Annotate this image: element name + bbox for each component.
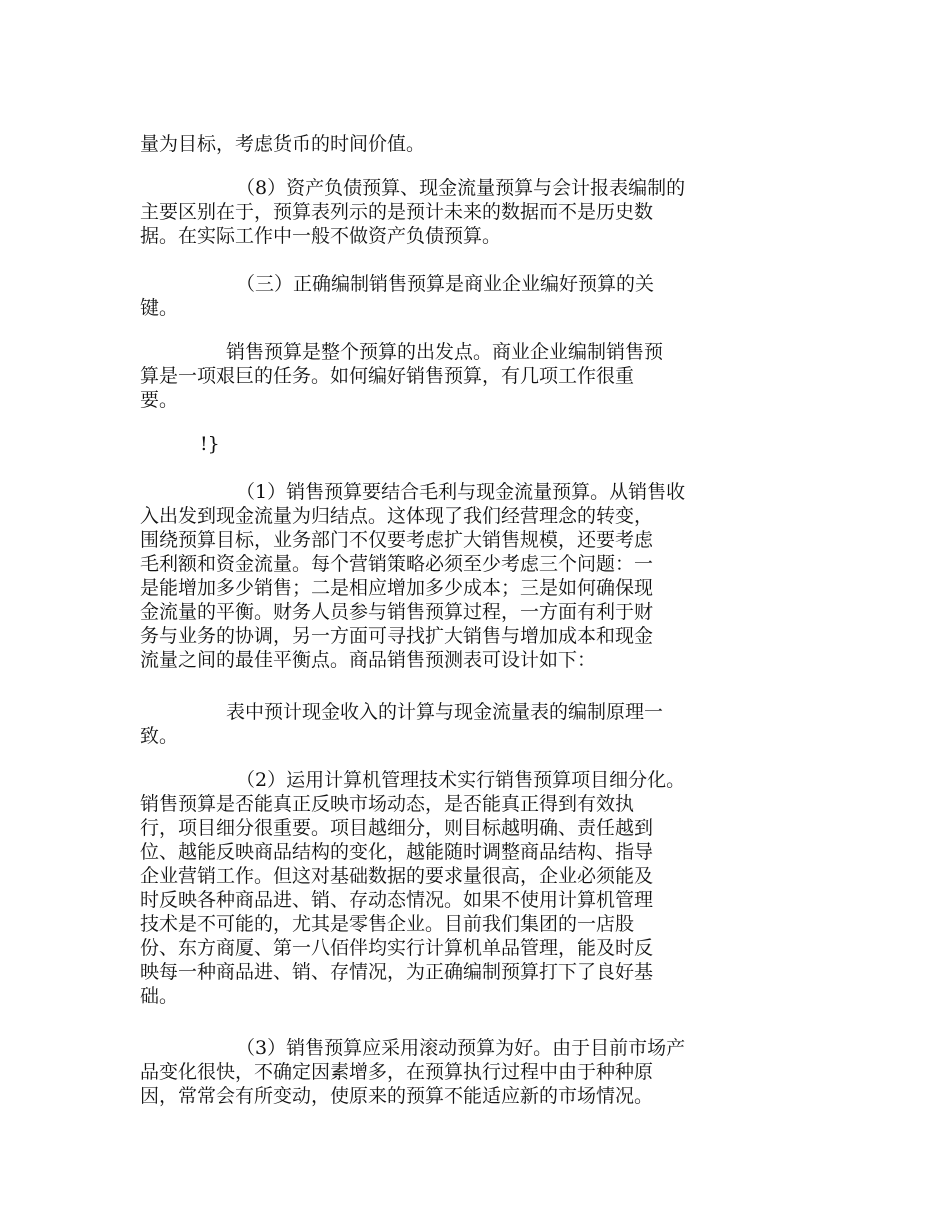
paragraph-3: （三）正确编制销售预算是商业企业编好预算的关 键。 bbox=[140, 273, 655, 319]
paragraph-4: 销售预算是整个预算的出发点。商业企业编制销售预 算是一项艰巨的任务。如何编好销售预算，有几项工作很重 要。 bbox=[140, 341, 664, 411]
paragraph-7: （2）运用计算机管理技术实行销售预算项目细分化。 销售预算是否能真正反映市场动态，是否能真正得到有效执 行，项目细分很重要。项目越细分，则目标越明确、责任越到 位、越能反映商品结构的变化，越能随时调整商品结构、指导 企业营销工作。但这对基础数据的要求量很高，企业必须能及 时反映各种商品进、销、存动态情况。如果不使用计算机管理 技术是不可能的，尤其是零售企业。目前我们集团的一店股 份、东方商厦、第一八佰伴均实行计算机单品管理，能及时反 映每一种商品进、销、存情况，为正确编制预算打下了良好基 础。 bbox=[140, 769, 686, 1007]
paragraph-5: （1）销售预算要结合毛利与现金流量预算。从销售收 入出发到现金流量为归结点。这体现了我们经营理念的转变， 围绕预算目标，业务部门不仅要考虑扩大销售规模，还要考虑 毛利额和资金流量。每个营销策略必须至少考虑三个问题：一 是能增加多少销售；二是相应增加多少成本；三是如何确保现 金流量的平衡。财务人员参与销售预算过程，一方面有利于财 务与业务的协调，另一方面可寻找扩大销售与增加成本和现金 流量之间的最佳平衡点。商品销售预测表可设计如下： bbox=[140, 481, 686, 671]
paragraph-1: 量为目标，考虑货币的时间价值。 bbox=[140, 133, 426, 155]
paragraph-6: 表中预计现金收入的计算与现金流量表的编制原理一 致。 bbox=[140, 701, 664, 747]
paragraph-2: （8）资产负债预算、现金流量预算与会计报表编制的 主要区别在于，预算表列示的是预计未来的数据而不是历史数 据。在实际工作中一般不做资产负债预算。 bbox=[140, 177, 686, 247]
stray-mark: !} bbox=[200, 433, 220, 455]
paragraph-8: （3）销售预算应采用滚动预算为好。由于目前市场产 品变化很快，不确定因素增多，在预算执行过程中由于种种原 因，常常会有所变动，使原来的预算不能适应新的市场情况。 bbox=[140, 1037, 686, 1107]
